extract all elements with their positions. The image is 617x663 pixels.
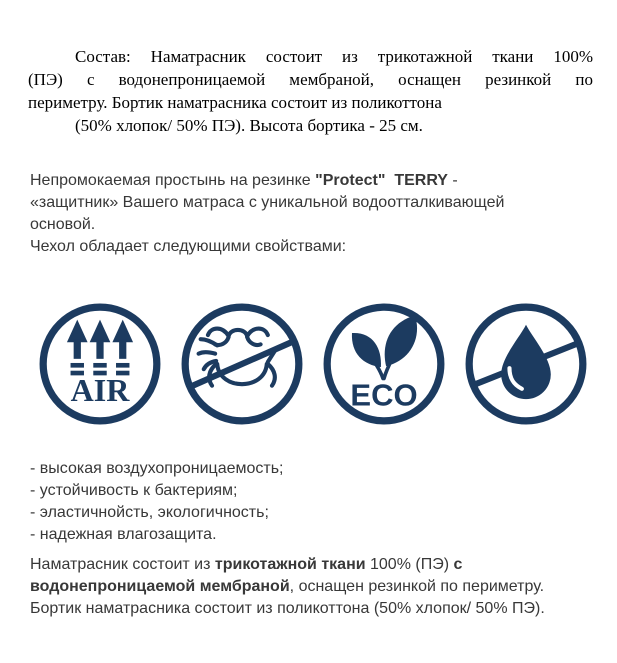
summary-run-bold: трикотажной ткани xyxy=(214,556,366,573)
composition-line-3: периметру. Бортик наматрасника состоит из поликоттона xyxy=(28,93,442,112)
intro-line-2: «защитник» Вашего матраса с уникальной водоотталкивающей xyxy=(30,194,505,211)
composition-line-1: Состав: Наматрасник состоит из трикотажной ткани 100% xyxy=(75,47,593,66)
features-list xyxy=(30,458,597,546)
summary-paragraph xyxy=(30,554,597,620)
summary-line-3: Бортик наматрасника состоит из поликоттона (50% хлопок/ 50% ПЭ). xyxy=(30,600,545,617)
eco-icon xyxy=(322,302,446,426)
intro-paragraph xyxy=(30,170,597,258)
intro-run: - xyxy=(447,172,458,189)
air-label: AIR xyxy=(70,372,130,409)
air-breathability-icon xyxy=(38,302,162,426)
summary-line-1 xyxy=(30,554,597,576)
anti-dustmite-icon xyxy=(180,302,304,426)
feature-badges-row xyxy=(38,302,617,426)
summary-run-bold: водонепроницаемой мембраной xyxy=(30,578,290,595)
brand-name-terry: TERRY xyxy=(385,172,448,189)
list-item: - устойчивость к бактериям; xyxy=(30,482,238,499)
summary-run: Наматрасник состоит из xyxy=(30,556,215,573)
summary-line-2 xyxy=(30,576,597,598)
summary-run-bold: с xyxy=(453,556,463,573)
composition-line-2: (ПЭ) с водонепроницаемой мембраной, оснащен резинкой по xyxy=(28,70,593,89)
composition-line-4: (50% хлопок/ 50% ПЭ). Высота бортика - 25 см. xyxy=(75,116,423,135)
intro-line-4: Чехол обладает следующими свойствами: xyxy=(30,238,347,255)
brand-name-protect: "Protect" xyxy=(315,172,386,189)
intro-line-1 xyxy=(30,170,597,192)
waterproof-icon xyxy=(464,302,588,426)
list-item: - эластичнойсть, экологичность; xyxy=(30,504,269,521)
intro-line-3: основой. xyxy=(30,216,96,233)
eco-label: ECO xyxy=(350,377,418,413)
summary-run: , оснащен резинкой по периметру. xyxy=(289,578,545,595)
summary-run: 100% (ПЭ) xyxy=(365,556,454,573)
list-item: - надежная влагозащита. xyxy=(30,526,217,543)
composition-paragraph xyxy=(28,45,593,137)
list-item: - высокая воздухопроницаемость; xyxy=(30,460,284,477)
intro-run: Непромокаемая простынь на резинке xyxy=(30,172,316,189)
